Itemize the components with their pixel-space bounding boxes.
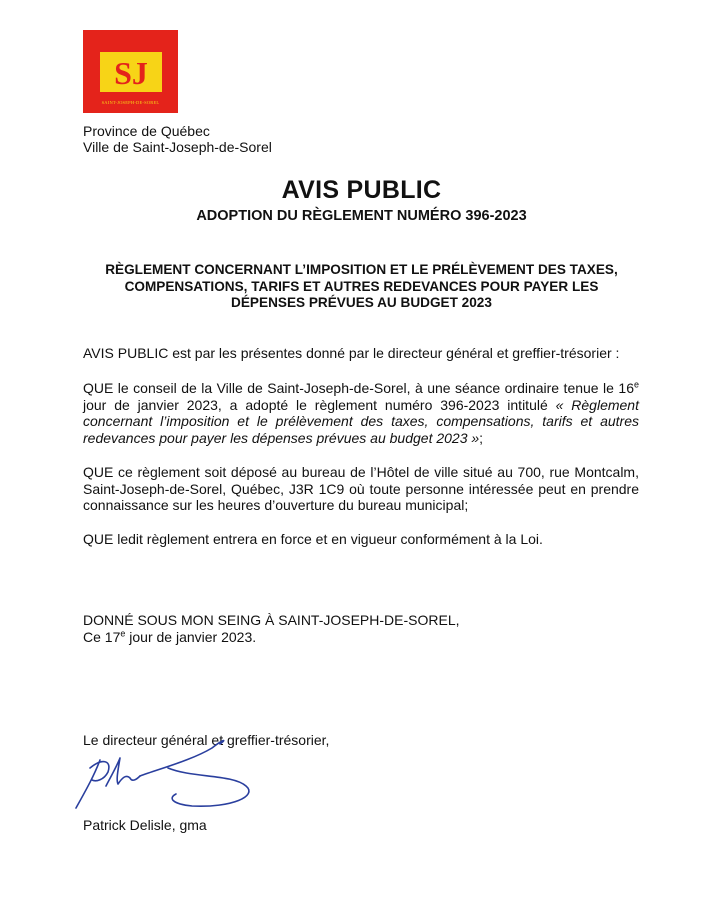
- heading-line: COMPENSATIONS, TARIFS ET AUTRES REDEVANCES POUR PAYER LES: [124, 278, 599, 294]
- intro-paragraph: AVIS PUBLIC est par les présentes donné par le directeur général et greffier-trésorier :: [83, 345, 620, 361]
- signer-name: Patrick Delisle, gma: [83, 817, 207, 833]
- signer-title: Le directeur général et greffier-trésorier,: [83, 732, 330, 748]
- notice-title: AVIS PUBLIC: [281, 176, 442, 204]
- effect-paragraph: QUE ledit règlement entrera en force et en vigueur conformément à la Loi.: [83, 531, 543, 547]
- adoption-text-end: ;: [479, 429, 484, 446]
- heading-line: DÉPENSES PRÉVUES AU BUDGET 2023: [231, 295, 492, 310]
- province-name: Province de Québec: [83, 123, 210, 139]
- signoff-date: Ce 17e jour de janvier 2023.: [83, 627, 257, 645]
- logo-lettering: SJ: [114, 55, 148, 91]
- adoption-paragraph: [83, 380, 639, 446]
- logo-caption: SAINT-JOSEPH-DE-SOREL: [101, 100, 160, 105]
- signoff-block: [83, 612, 460, 645]
- ordinal-suffix: e: [633, 379, 639, 390]
- city-name: Ville de Saint-Joseph-de-Sorel: [83, 139, 272, 155]
- notice-subtitle: ADOPTION DU RÈGLEMENT NUMÉRO 396-2023: [196, 208, 527, 224]
- handwritten-signature: [72, 738, 257, 818]
- city-logo: [83, 30, 178, 113]
- adoption-text: QUE le conseil de la Ville de Saint-Joseph-de-Sorel, à une séance ordinaire tenue le 16: [83, 380, 634, 396]
- bylaw-heading: [0, 262, 723, 312]
- deposit-paragraph: QUE ce règlement soit déposé au bureau de l’Hôtel de ville situé au 700, rue Montcalm, Saint-Joseph-de-Sorel, Québec, J3R 1C9 où toute personne intéressée peut en prendre connaissance sur les heures d’ouverture du bureau municipal;: [83, 464, 639, 513]
- heading-line: RÈGLEMENT CONCERNANT L’IMPOSITION ET LE PRÉLÈVEMENT DES TAXES,: [105, 262, 618, 277]
- bylaw-title: « Règlement concernant l’imposition et le prélèvement des taxes, compensations, tarifs et autres redevances pour payer les dépenses prévues au budget 2023 »: [83, 396, 639, 446]
- signoff-line: DONNÉ SOUS MON SEING À SAINT-JOSEPH-DE-SOREL,: [83, 612, 460, 628]
- adoption-text-cont: jour de janvier 2023, a adopté le règlement numéro 396-2023 intitulé: [83, 396, 556, 413]
- issuer-block: [83, 123, 272, 155]
